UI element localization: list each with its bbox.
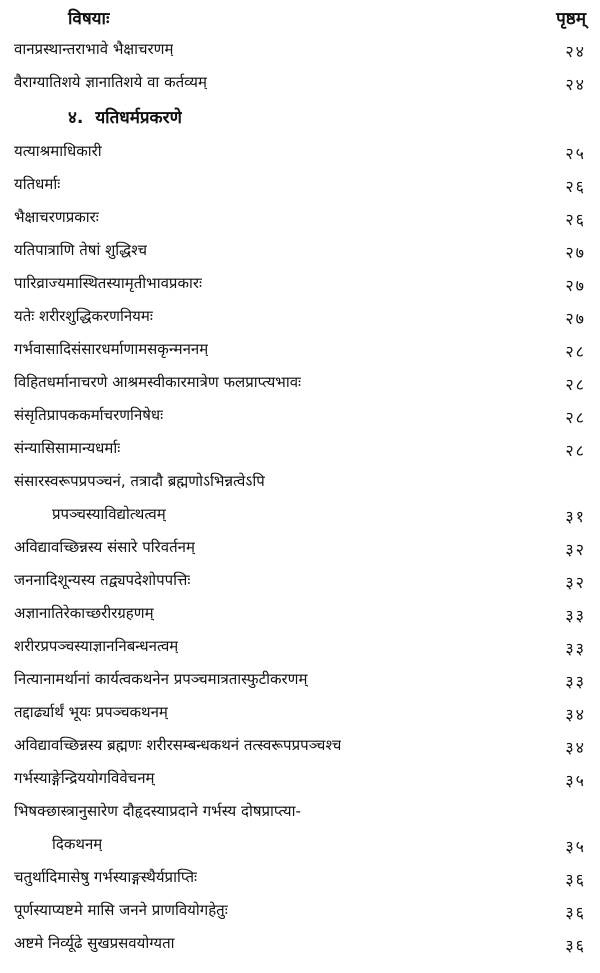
entry-title: चतुर्थादिमासेषु गर्भस्याङ्गस्थैर्यप्राप्तिः — [14, 868, 198, 886]
toc-entry — [0, 796, 600, 829]
entry-page-number: २४ — [565, 75, 586, 94]
toc-entry — [0, 34, 600, 67]
subject-column-heading: विषयाः — [68, 9, 110, 29]
toc-entry — [0, 433, 600, 466]
toc-entry — [0, 697, 600, 730]
entry-page-number: २६ — [565, 177, 586, 196]
entry-page-number: २७ — [565, 276, 586, 295]
entry-page-number: २६ — [565, 210, 586, 229]
entry-page-number: ३१ — [565, 507, 586, 526]
entry-title: यतिपात्राणि तेषां शुद्धिश्च — [14, 241, 148, 259]
entry-page-number: ३३ — [565, 606, 586, 625]
entry-title: प्रपञ्चस्याविद्योत्थत्वम् — [52, 505, 166, 523]
toc-entry — [0, 895, 600, 928]
toc-entry — [0, 202, 600, 235]
entry-title: पारिव्राज्यमास्थितस्यामृतीभावप्रकारः — [14, 274, 203, 292]
toc-entry — [0, 928, 600, 961]
entry-title: तद्दार्ढ्यार्थं भूयः प्रपञ्चकथनम् — [14, 703, 168, 721]
entry-page-number: २४ — [565, 42, 586, 61]
entry-title: विहितधर्मानाचरणे आश्रमस्वीकारमात्रेण फलप्राप्त्यभावः — [14, 373, 302, 391]
entry-page-number: ३३ — [565, 672, 586, 691]
entry-title: भिषक्छास्त्रानुसारेण दौहृदस्याप्रदाने गर्भस्य दोषप्राप्त्या- — [14, 802, 301, 820]
entry-page-number: ३५ — [565, 771, 586, 790]
entry-title: यतेः शरीरशुद्धिकरणनियमः — [14, 307, 153, 325]
toc-entry — [0, 598, 600, 631]
entry-title: गर्भस्याङ्गेन्द्रिययोगविवेचनम् — [14, 769, 155, 787]
entry-title: संसारस्वरूपप्रपञ्चनं, तत्रादौ ब्रह्मणोऽभिन्नत्वेऽपि — [14, 472, 265, 490]
entry-title: जननादिशून्यस्य तद्व्यपदेशोपपत्तिः — [14, 571, 191, 589]
entry-page-number: ३३ — [565, 639, 586, 658]
toc-entry — [0, 67, 600, 100]
toc-entry — [0, 631, 600, 664]
entry-page-number: ३४ — [565, 738, 586, 757]
entry-page-number: ३५ — [565, 837, 586, 856]
entry-title: भैक्षाचरणप्रकारः — [14, 208, 99, 226]
page-column-heading: पृष्ठम् — [556, 9, 586, 29]
entry-page-number: ३४ — [565, 705, 586, 724]
toc-entry — [0, 169, 600, 202]
toc-entry — [0, 334, 600, 367]
entry-title: यतिधर्माः — [14, 175, 61, 193]
entry-page-number: २८ — [565, 408, 586, 427]
toc-entry — [0, 268, 600, 301]
entry-page-number: २५ — [565, 144, 586, 163]
entry-page-number: २८ — [565, 441, 586, 460]
entry-page-number: २७ — [565, 309, 586, 328]
entry-title: अविद्यावच्छिन्नस्य ब्रह्मणः शरीरसम्बन्धकथनं तत्स्वरूपप्रपञ्चश्च — [14, 736, 342, 754]
toc-list — [0, 34, 600, 961]
toc-entry — [0, 532, 600, 565]
section-title-text: यतिधर्मप्रकरणे — [95, 108, 182, 128]
section-title — [68, 105, 182, 128]
entry-title: वैराग्यातिशये ज्ञानातिशये वा कर्तव्यम् — [14, 73, 207, 91]
entry-title: पूर्णस्याप्यष्टमे मासि जनने प्राणवियोगहेतुः — [14, 901, 228, 919]
toc-header — [0, 2, 600, 32]
entry-title: दिकथनम् — [52, 835, 103, 853]
entry-page-number: २८ — [565, 342, 586, 361]
entry-page-number: २८ — [565, 375, 586, 394]
toc-entry — [0, 499, 600, 532]
entry-page-number: ३२ — [565, 573, 586, 592]
entry-title: अष्टमे निर्व्यूढे सुखप्रसवयोग्यता — [14, 934, 175, 952]
entry-title: वानप्रस्थान्तराभावे भैक्षाचरणम् — [14, 40, 174, 58]
toc-entry — [0, 235, 600, 268]
toc-entry — [0, 400, 600, 433]
entry-title: शरीरप्रपञ्चस्याज्ञाननिबन्धनत्वम् — [14, 637, 179, 655]
toc-entry — [0, 730, 600, 763]
entry-title: यत्याश्रमाधिकारी — [14, 142, 102, 160]
entry-page-number: ३६ — [565, 903, 586, 922]
entry-title: अज्ञानातिरेकाच्छरीरग्रहणम् — [14, 604, 154, 622]
entry-page-number: ३६ — [565, 870, 586, 889]
section-number: ४. — [68, 108, 84, 128]
toc-entry — [0, 862, 600, 895]
entry-page-number: २७ — [565, 243, 586, 262]
entry-title: गर्भवासादिसंसारधर्माणामसकृन्मननम् — [14, 340, 209, 358]
entry-page-number: ३६ — [565, 936, 586, 955]
toc-entry — [0, 466, 600, 499]
entry-title: अविद्यावच्छिन्नस्य संसारे परिवर्तनम् — [14, 538, 195, 556]
entry-title: संसृतिप्रापककर्माचरणनिषेधः — [14, 406, 164, 424]
toc-entry — [0, 763, 600, 796]
toc-entry — [0, 301, 600, 334]
toc-entry — [0, 664, 600, 697]
toc-entry — [0, 136, 600, 169]
entry-page-number: ३२ — [565, 540, 586, 559]
section-heading — [0, 100, 600, 136]
toc-entry — [0, 565, 600, 598]
toc-entry — [0, 829, 600, 862]
toc-entry — [0, 367, 600, 400]
entry-title: नित्यानामर्थानां कार्यत्वकथनेन प्रपञ्चमात्रतास्फुटीकरणम् — [14, 670, 308, 688]
entry-title: संन्यासिसामान्यधर्माः — [14, 439, 121, 457]
